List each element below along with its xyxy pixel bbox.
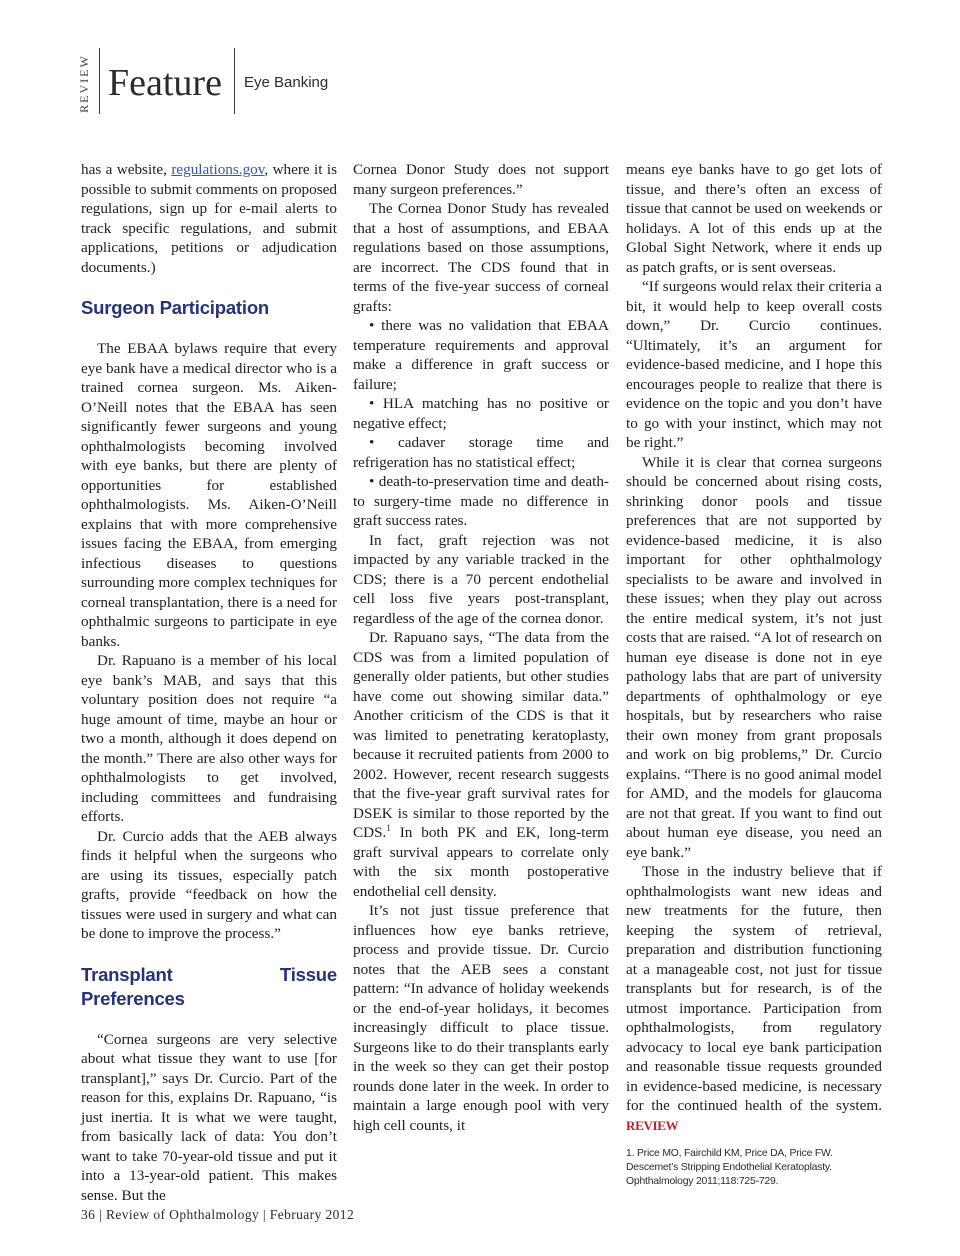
feature-title: Feature xyxy=(108,62,222,104)
bullet-item: • there was no validation that EBAA temperature requirements and approval make a difference in graft success or failure; xyxy=(353,317,609,393)
paragraph xyxy=(626,862,882,1135)
paragraph: The EBAA bylaws require that every eye bank have a medical director who is a trained cornea surgeon. Ms. Aiken-O’Neill notes that the EBAA has seen significantly fewer surgeons and young ophthalmologists becoming involved with eye banks, but there are plenty of opportunities for established ophthalmologists. Ms. Aiken-O’Neill explains that with more comprehensive issues facing the EBAA, from emerging infectious diseases to questions surrounding more complex techniques for corneal transplantation, there is a need for ophthalmic surgeons to participate in eye banks. xyxy=(81,340,337,650)
paragraph: means eye banks have to go get lots of tissue, and there’s often an excess of tissue that cannot be used on weekends or holidays. A lot of this ends up at the Global Sight Network, where it ends up as patch grafts, or is sent overseas. xyxy=(626,161,882,276)
bullet-item: • death-to-preservation time and death-to surgery-time made no difference in graft success rates. xyxy=(353,473,609,529)
footnote: 1. Price MO, Fairchild KM, Price DA, Price FW. Descemet’s Stripping Endothelial Keratoplasty. Ophthalmology 2011;118:725-729. xyxy=(626,1148,833,1187)
magazine-tag-text: REVIEW xyxy=(76,53,91,113)
paragraph: It’s not just tissue preference that influences how eye banks retrieve, process and provide tissue. Dr. Curcio notes that the AEB sees a constant pattern: “In advance of holiday weekends or the end-of-year holidays, it becomes increasingly difficult to place tissue. Surgeons like to do their transplants early in the week so they can get their postop rounds done later in the week. In order to maintain a large enough pool with very high cell counts, it xyxy=(353,902,609,1134)
paragraph: “If surgeons would relax their criteria a bit, it would help to keep overall costs down,” Dr. Curcio continues. “Ultimately, it’s an argument for evidence-based medicine, and I hope this encourages people to realize that there is evidence on the topic and you don’t have to go with your instinct, which may not be right.” xyxy=(626,278,882,451)
subheading-transplant-tissue: Transplant Tissue Preferences xyxy=(81,963,337,1009)
paragraph: Cornea Donor Study does not support many surgeon preferences.” xyxy=(353,161,609,198)
paragraph: “Cornea surgeons are very selective about what tissue they want to use [for transplant],” says Dr. Curcio. Part of the reason for this, explains Dr. Rapuano, “is just inertia. It is what we were taught, from basically lack of data: You don’t want to take 70-year-old tissue and put it into a 13-year-old patient. This makes sense. But the xyxy=(81,1030,337,1204)
paragraph-text: Those in the industry believe that if ophthalmologists want new ideas and new treatments for the future, then keeping the system of retrieval, preparation and distribution functioning at a manageable cost, not just for tissue transplants but for research, is of the utmost importance. Participation from ophthalmologists, from regulatory advocacy to local eye bank participation and reasonable tissue requests grounded in evidence-based medicine, is necessary for the continued health of the system. xyxy=(626,863,882,1114)
end-mark: REVIEW xyxy=(626,1117,679,1133)
bullet-item: • cadaver storage time and refrigeration has no statistical effect; xyxy=(353,434,609,471)
paragraph: Dr. Rapuano is a member of his local eye bank’s MAB, and says that this voluntary position does not require “a huge amount of time, maybe an hour or two a month, although it does depend on the month.” There are also other ways for ophthalmologists to get involved, including committees and fundraising efforts. xyxy=(81,652,337,825)
article-column-2 xyxy=(353,160,609,1135)
article-column-1 xyxy=(81,160,337,1205)
page-header xyxy=(0,0,960,130)
paragraph: The Cornea Donor Study has revealed that a host of assumptions, and EBAA regulations based on those assumptions, are incorrect. The CDS found that in terms of the five-year success of corneal grafts: xyxy=(353,200,609,315)
paragraph: Dr. Curcio adds that the AEB always finds it helpful when the surgeons who are using its tissues, especially patch grafts, provide “feedback on how the tissues were used in surgery and what can be done to improve the process.” xyxy=(81,827,337,942)
header-divider xyxy=(99,48,100,114)
paragraph xyxy=(81,160,337,277)
paragraph: While it is clear that cornea surgeons should be concerned about rising costs, shrinking donor pools and tissue preferences that are not supported by evidence-based medicine, it is also important for other ophthalmology specialists to be aware and involved in these issues; when they play out across the entire medical system, it’s not just costs that are raised. “A lot of research on human eye disease is done not in eye pathology labs that are part of university departments of ophthalmology or eye hospitals, but by researchers who raise their own money from grant proposals and work on big problems,” Dr. Curcio explains. “There is no good animal model for AMD, and the models for glaucoma are not that great. If you want to find out about human eye disease, you need an eye bank.” xyxy=(626,453,882,861)
header-divider xyxy=(234,48,235,114)
paragraph-text: In both PK and EK, long-term graft survival appears to correlate only with the six month postoperative endothelial cell density. xyxy=(353,824,609,900)
paragraph-text: , where it is possible to submit comments on proposed regulations, sign up for e-mail alerts to track specific regulations, and submit applications, petitions or adjudication documents.) xyxy=(81,161,337,276)
subheading-surgeon-participation: Surgeon Participation xyxy=(81,297,270,318)
page-footer: 36 | Review of Ophthalmology | February 2012 xyxy=(81,1207,355,1222)
regulations-link[interactable]: regulations.gov xyxy=(171,161,265,178)
footnote-ref: 1 xyxy=(386,822,391,833)
magazine-tag xyxy=(70,52,98,114)
paragraph xyxy=(353,628,609,901)
section-label: Eye Banking xyxy=(244,74,329,91)
bullet-item: • HLA matching has no positive or negative effect; xyxy=(353,395,609,432)
article-column-3 xyxy=(626,160,882,1189)
paragraph: In fact, graft rejection was not impacted by any variable tracked in the CDS; there is a 70 percent endothelial cell loss five years post-transplant, regardless of the age of the cornea donor. xyxy=(353,531,609,627)
paragraph-text: has a website, xyxy=(81,161,172,178)
paragraph-text: Dr. Rapuano says, “The data from the CDS was from a limited population of generally older patients, but other studies have come out showing similar data.” Another criticism of the CDS is that it was limited to penetrating keratoplasty, because it recruited patients from 2000 to 2002. However, recent research suggests that the five-year graft survival rates for DSEK is similar to those reported by the CDS. xyxy=(353,629,609,841)
